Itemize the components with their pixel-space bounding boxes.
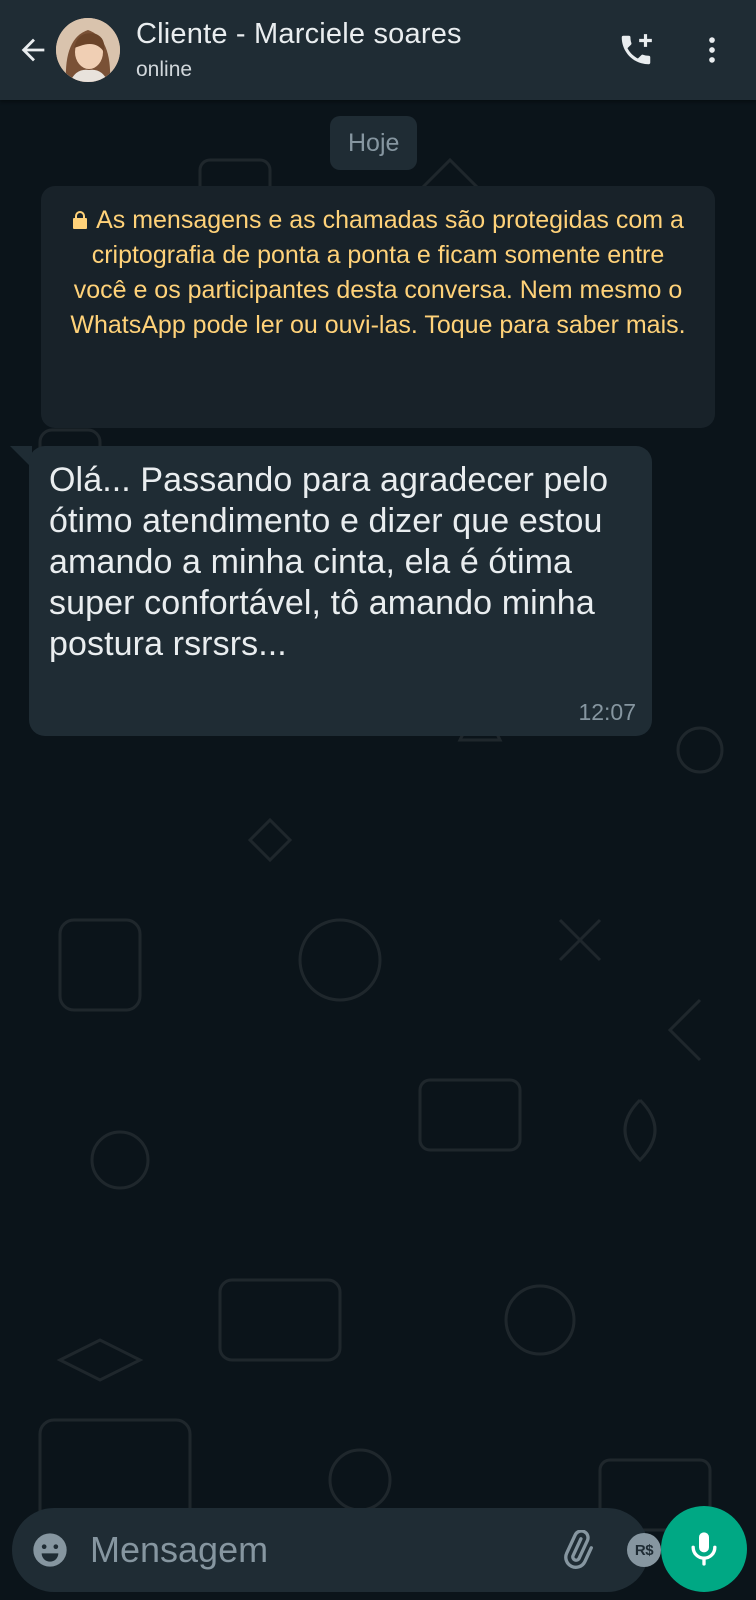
message-composer bbox=[12, 1508, 654, 1592]
contact-name: Cliente - Marciele soares bbox=[136, 18, 462, 50]
microphone-icon bbox=[684, 1529, 724, 1569]
add-call-icon bbox=[617, 31, 655, 69]
menu-button[interactable] bbox=[682, 20, 742, 80]
arrow-left-icon bbox=[16, 33, 50, 67]
add-call-button[interactable] bbox=[606, 20, 666, 80]
message-input[interactable] bbox=[88, 1519, 557, 1581]
contact-status: online bbox=[136, 58, 193, 81]
back-button[interactable] bbox=[10, 27, 56, 73]
attach-button[interactable] bbox=[557, 1525, 597, 1575]
date-separator: Hoje bbox=[330, 116, 417, 170]
message-text: Olá... Passando para agradecer pelo ótimo atendimento e dizer que estou amando a minha cinta, ela é ótima super confortável, tô amando minha postura rsrsrs... bbox=[49, 461, 609, 663]
payment-icon: R$ bbox=[627, 1533, 661, 1567]
emoji-icon bbox=[30, 1530, 70, 1570]
lock-icon bbox=[72, 210, 88, 230]
emoji-button[interactable] bbox=[30, 1528, 70, 1572]
chat-header bbox=[0, 0, 756, 100]
paperclip-icon bbox=[557, 1530, 597, 1570]
message-bubble-incoming[interactable] bbox=[29, 446, 652, 736]
contact-avatar[interactable] bbox=[56, 18, 120, 82]
encryption-notice[interactable] bbox=[41, 186, 715, 428]
kebab-menu-icon bbox=[695, 33, 729, 67]
voice-message-button[interactable] bbox=[661, 1506, 747, 1592]
contact-info[interactable] bbox=[136, 16, 606, 84]
encryption-notice-text: As mensagens e as chamadas são protegidas com a criptografia de ponta a ponta e ficam somente entre você e os participantes desta conversa. Nem mesmo o WhatsApp pode ler ou ouvi-las. Toque para saber mais. bbox=[70, 206, 686, 339]
avatar-photo bbox=[56, 18, 120, 82]
payment-button[interactable] bbox=[627, 1525, 661, 1575]
message-time: 12:07 bbox=[578, 699, 636, 725]
